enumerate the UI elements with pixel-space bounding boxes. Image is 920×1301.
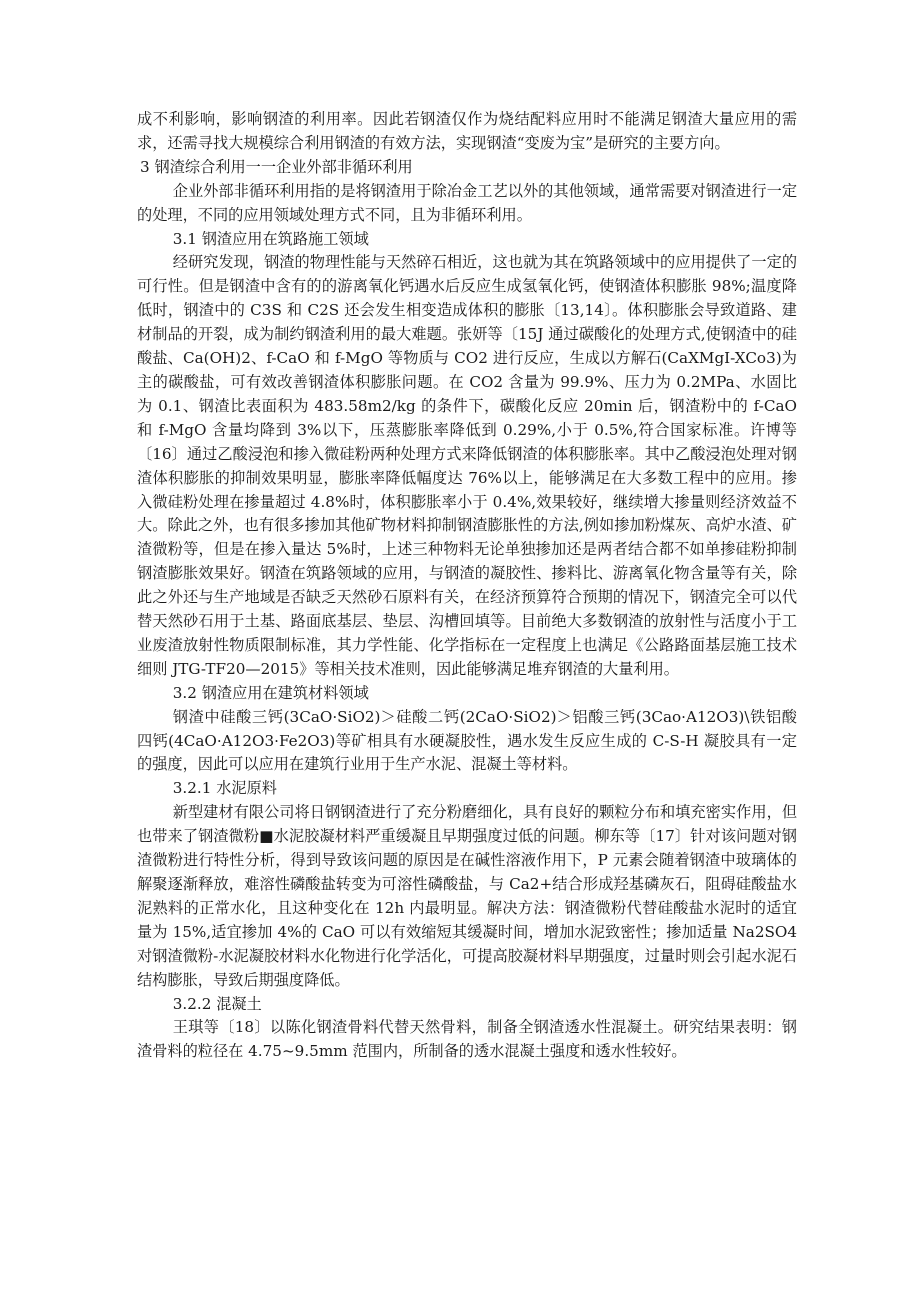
paragraph-building-materials: 钢渣中硅酸三钙(3CaO·SiO2)＞硅酸二钙(2CaO·SiO2)＞铝酸三钙(3Cao·A12O3)\铁铝酸四钙(4CaO·A12O3·Fe2O3)等矿相具有水硬凝胶性，遇水发生反应生成的 C-S-H 凝胶具有一定的强度，因此可以应用在建筑行业用于生产水泥、混凝土等材料。 (137, 707, 797, 774)
section-heading-3: 3 钢渣综合利用一一企业外部非循环利用 (140, 157, 413, 176)
document-page (137, 108, 797, 1064)
section-heading-3-1: 3.1 钢渣应用在筑路施工领域 (172, 229, 369, 248)
section-heading-3-2: 3.2 钢渣应用在建筑材料领域 (172, 683, 369, 702)
paragraph-concrete: 王琪等〔18〕以陈化钢渣骨料代替天然骨料，制备全钢渣透水性混凝土。研究结果表明：钢渣骨料的粒径在 4.75~9.5mm 范围内，所制备的透水混凝土强度和透水性较好。 (137, 1018, 797, 1061)
paragraph-road-construction: 经研究发现，钢渣的物理性能与天然碎石相近，这也就为其在筑路领域中的应用提供了一定的可行性。但是钢渣中含有的的游离氧化钙遇水后反应生成氢氧化钙，使钢渣体积膨胀 98%;温度降低时，钢渣中的 C3S 和 C2S 还会发生相变造成体积的膨胀〔13,14〕。体积膨胀会导致道路、建材制品的开裂，成为制约钢渣利用的最大难题。张妍等〔15J 通过碳酸化的处理方式,使钢渣中的硅酸盐、Ca(OH)2、f-CaO 和 f-MgO 等物质与 CO2 进行反应，生成以方解石(CaXMgI-XCo3)为主的碳酸盐，可有效改善钢渣体积膨胀问题。在 CO2 含量为 99.9%、压力为 0.2MPa、水固比为 0.1、钢渣比表面积为 483.58m2/kg 的条件下，碳酸化反应 20min 后，钢渣粉中的 f-CaO 和 f-MgO 含量均降到 3%以下，压蒸膨胀率降低到 0.29%,小于 0.5%,符合国家标准。许博等〔16〕通过乙酸浸泡和掺入微硅粉两种处理方式来降低钢渣的体积膨胀率。其中乙酸浸泡处理对钢渣体积膨胀的抑制效果明显，膨胀率降低幅度达 76%以上，能够满足在大多数工程中的应用。掺入微硅粉处理在掺量超过 4.8%时，体积膨胀率小于 0.4%,效果较好，继续增大掺量则经济效益不大。除此之外，也有很多掺加其他矿物材料抑制钢渣膨胀性的方法,例如掺加粉煤灰、高炉水渣、矿渣微粉等，但是在掺入量达 5%时，上述三种物料无论单独掺加还是两者结合都不如单掺硅粉抑制钢渣膨胀效果好。钢渣在筑路领域的应用，与钢渣的凝胶性、掺料比、游离氧化物含量等有关，除此之外还与生产地域是否缺乏天然砂石原料有关，在经济预算符合预期的情况下，钢渣完全可以代替天然砂石用于土基、路面底基层、垫层、沟槽回填等。目前绝大多数钢渣的放射性与活度小于工业废渣放射性物质限制标准，其力学性能、化学指标在一定程度上也满足《公路路面基层施工技术细则 JTG-TF20—2015》等相关技术准则，因此能够满足堆弃钢渣的大量利用。 (137, 253, 797, 678)
paragraph-cement: 新型建材有限公司将日钢钢渣进行了充分粉磨细化，具有良好的颗粒分布和填充密实作用，但也带来了钢渣微粉■水泥胶凝材料严重缓凝且早期强度过低的问题。柳东等〔17〕针对该问题对钢渣微粉进行特性分析，得到导致该问题的原因是在碱性溶液作用下，P 元素会随着钢渣中玻璃体的解聚逐渐释放，难溶性磷酸盐转变为可溶性磷酸盐，与 Ca2+结合形成羟基磷灰石，阻碍硅酸盐水泥熟料的正常水化，且这种变化在 12h 内最明显。解决方法：钢渣微粉代替硅酸盐水泥时的适宜量为 15%,适宜掺加 4%的 CaO 可以有效缩短其缓凝时间，增加水泥致密性；掺加适量 Na2SO4 对钢渣微粉-水泥凝胶材料水化物进行化学活化，可提高胶凝材料早期强度，过量时则会引起水泥石结构膨胀，导致后期强度降低。 (137, 803, 797, 989)
paragraph-continuation: 成不利影响，影响钢渣的利用率。因此若钢渣仅作为烧结配料应用时不能满足钢渣大量应用的需求，还需寻找大规模综合利用钢渣的有效方法，实现钢渣“变废为宝”是研究的主要方向。 (137, 110, 797, 152)
section-heading-3-2-2: 3.2.2 混凝土 (172, 994, 262, 1013)
section-heading-3-2-1: 3.2.1 水泥原料 (172, 779, 277, 798)
paragraph-external-use: 企业外部非循环利用指的是将钢渣用于除冶金工艺以外的其他领域，通常需要对钢渣进行一定的处理，不同的应用领域处理方式不同，且为非循环利用。 (137, 181, 797, 224)
